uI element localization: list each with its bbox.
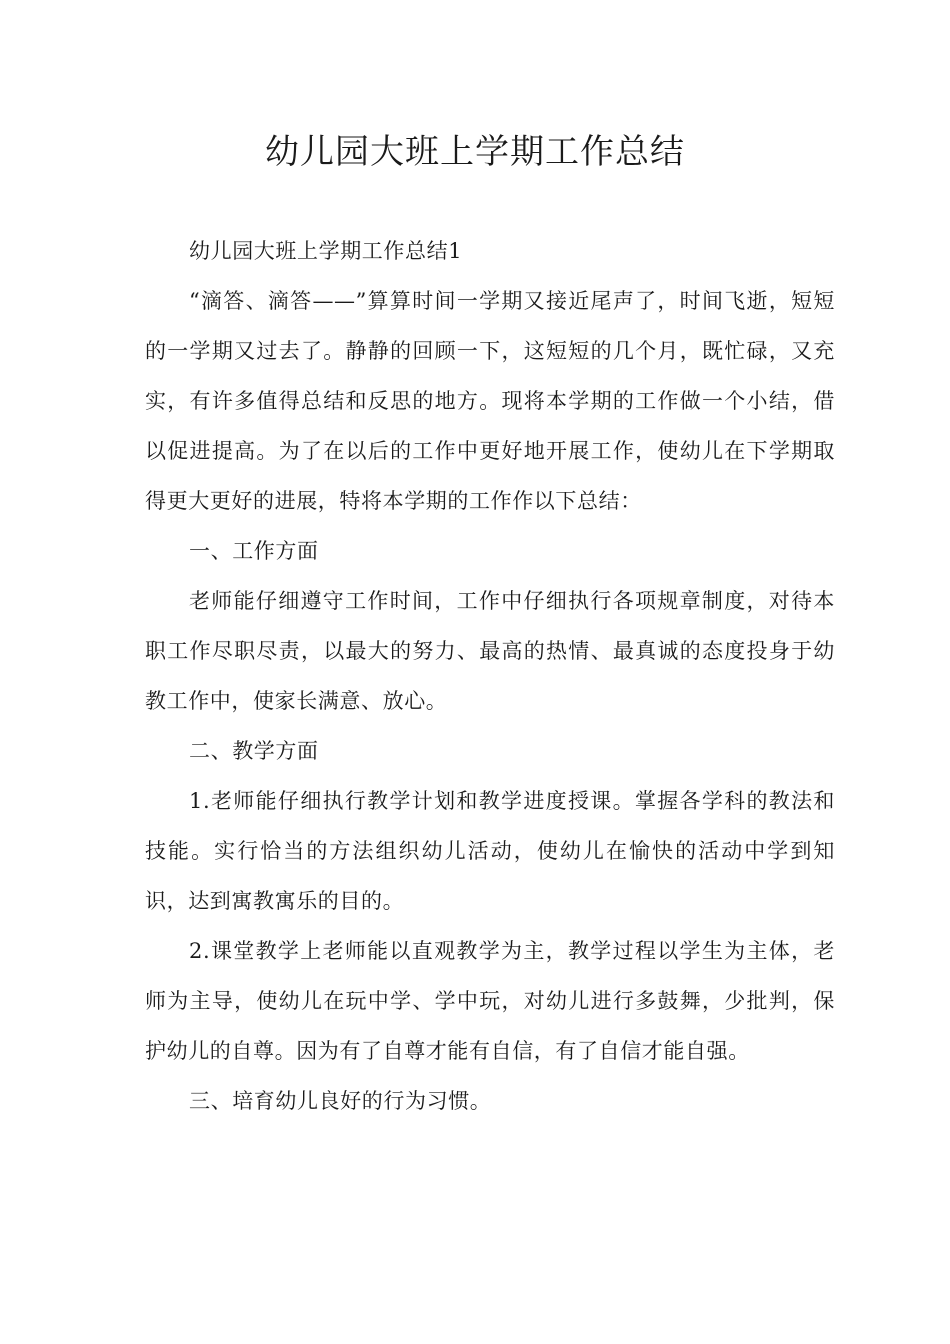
section-heading-habits: 三、培育幼儿良好的行为习惯。 [189,1089,492,1113]
teaching-paragraph-2: 2.课堂教学上老师能以直观教学为主，教学过程以学生为主体，老师为主导，使幼儿在玩中学、学中玩，对幼儿进行多鼓舞，少批判，保护幼儿的自尊。因为有了自尊才能有自信，有了自信才能自强。 [145,939,835,1063]
document-body [145,226,835,1126]
section-heading-teaching: 二、教学方面 [189,739,319,763]
section-heading-work: 一、工作方面 [189,539,319,563]
subtitle-paragraph: 幼儿园大班上学期工作总结1 [189,239,463,263]
intro-paragraph: “滴答、滴答——”算算时间一学期又接近尾声了，时间飞逝，短短的一学期又过去了。静静的回顾一下，这短短的几个月，既忙碌，又充实，有许多值得总结和反思的地方。现将本学期的工作做一个小结，借以促进提高。为了在以后的工作中更好地开展工作，使幼儿在下学期取得更大更好的进展，特将本学期的工作作以下总结： [145,289,835,513]
work-paragraph: 老师能仔细遵守工作时间，工作中仔细执行各项规章制度，对待本职工作尽职尽责，以最大的努力、最高的热情、最真诚的态度投身于幼教工作中，使家长满意、放心。 [145,589,835,713]
teaching-paragraph-1: 1.老师能仔细执行教学计划和教学进度授课。掌握各学科的教法和技能。实行恰当的方法组织幼儿活动，使幼儿在愉快的活动中学到知识，达到寓教寓乐的目的。 [145,789,835,913]
document-title: 幼儿园大班上学期工作总结 [265,132,685,172]
